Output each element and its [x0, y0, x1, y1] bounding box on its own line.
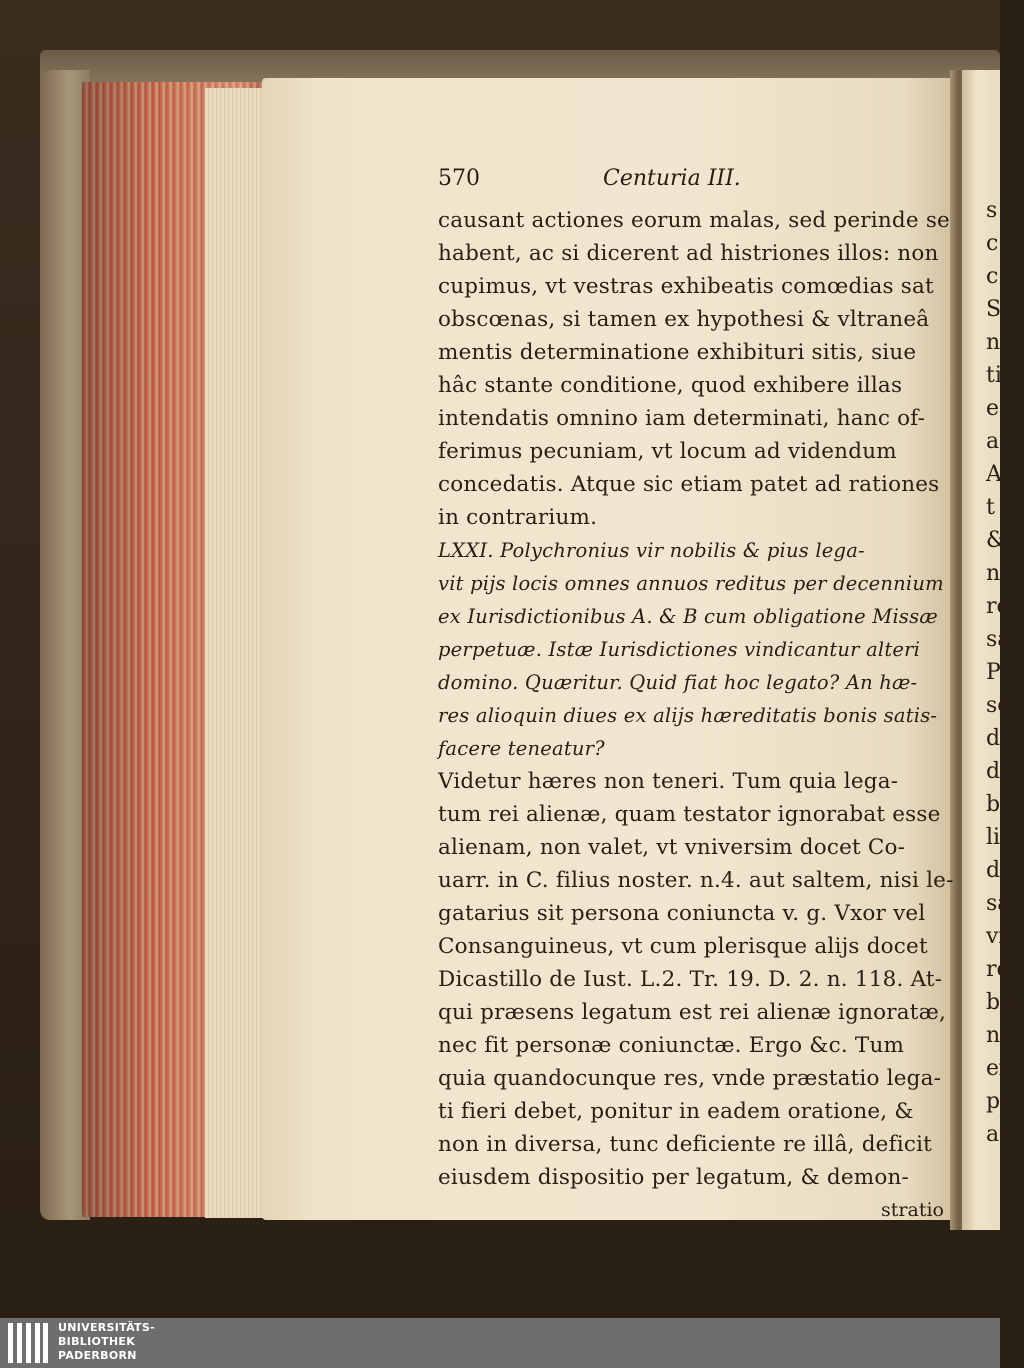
right-page-letter: s — [986, 198, 998, 223]
right-page-letter: be — [986, 990, 1014, 1015]
text-line: vit pijs locis omnes annuos reditus per decennium — [438, 572, 944, 595]
text-line: causant actiones eorum malas, sed perinde se — [438, 208, 950, 233]
right-page-letter: c — [986, 231, 999, 256]
text-line: mentis determinatione exhibituri sitis, siue — [438, 340, 917, 365]
right-page-letter: a — [986, 429, 1000, 454]
library-name — [58, 1321, 155, 1363]
right-page-letter: & — [986, 528, 1006, 553]
text-line: alienam, non valet, vt vniversim docet Co- — [438, 835, 906, 860]
library-name-line: UNIVERSITÄTS- — [58, 1321, 155, 1334]
right-page-letter: S — [986, 297, 1002, 322]
text-line: gatarius sit persona coniuncta v. g. Vxor vel — [438, 901, 926, 926]
right-page-letter: ni — [986, 1023, 1008, 1048]
text-line: LXXI. Polychronius vir nobilis & pius lega- — [438, 539, 865, 562]
right-page-letter: ti — [986, 363, 1002, 388]
text-line: habent, ac si dicerent ad histriones illos: non — [438, 241, 939, 266]
right-page-letter: sa — [986, 627, 1011, 652]
library-name-line: BIBLIOTHEK — [58, 1335, 136, 1348]
text-line: tum rei alienæ, quam testator ignorabat esse — [438, 802, 941, 827]
right-page-letter: re — [986, 957, 1010, 982]
page-number: 570 — [438, 166, 480, 191]
text-line: intendatis omnino iam determinati, hanc of- — [438, 406, 926, 431]
right-page-letter: pr — [986, 1089, 1011, 1114]
text-line: ex Iurisdictionibus A. & B cum obligatione Missæ — [438, 605, 938, 628]
text-line: cupimus, vt vestras exhibeatis comœdias sat — [438, 274, 934, 299]
right-page-letter: se — [986, 693, 1011, 718]
page-stack — [205, 88, 267, 1218]
right-page-letter: t — [986, 495, 995, 520]
text-line: in contrarium. — [438, 505, 598, 530]
library-name-line: PADERBORN — [58, 1349, 137, 1362]
right-page-fragment — [962, 70, 1014, 1230]
right-page-letter: li — [986, 825, 1001, 850]
right-page-letter: ex — [986, 1056, 1012, 1081]
text-line: eiusdem dispositio per legatum, & demon- — [438, 1165, 909, 1190]
text-line: ti fieri debet, ponitur in eadem oratione, & — [438, 1099, 914, 1124]
right-page-letter: e — [986, 396, 1000, 421]
catchword: stratio — [881, 1199, 944, 1221]
text-line: obscœnas, si tamen ex hypothesi & vltraneâ — [438, 307, 930, 332]
text-line: Dicastillo de Iust. L.2. Tr. 19. D. 2. n. 118. At- — [438, 967, 943, 992]
text-line: quia quandocunque res, vnde præstatio lega- — [438, 1066, 942, 1091]
text-line: perpetuæ. Istæ Iurisdictiones vindicantur alteri — [438, 638, 921, 661]
page-header — [438, 160, 958, 204]
body-text — [438, 204, 958, 1194]
text-line: Videtur hæres non teneri. Tum quia lega- — [438, 769, 899, 794]
text-line: res alioquin diues ex alijs hæreditatis bonis satis- — [438, 704, 938, 727]
right-page-letter: vi — [986, 924, 1006, 949]
right-page-letter: c — [986, 264, 999, 289]
running-head: Centuria III. — [603, 166, 741, 191]
right-page-letter: P — [986, 660, 1001, 685]
right-page-letter: b — [986, 792, 1001, 817]
text-line: non in diversa, tunc deficiente re illâ, deficit — [438, 1132, 932, 1157]
page-text — [438, 160, 958, 1227]
text-line: domino. Quæritur. Quid fiat hoc legato? An hæ- — [438, 671, 918, 694]
right-page-letter: ar — [986, 1122, 1010, 1147]
right-page-letter: n — [986, 330, 1001, 355]
right-page-letter: n — [986, 561, 1001, 586]
text-line: qui præsens legatum est rei alienæ ignoratæ, — [438, 1000, 947, 1025]
right-page-letter: d — [986, 759, 1001, 784]
text-line: Consanguineus, vt cum plerisque alijs docet — [438, 934, 928, 959]
library-footer — [0, 1318, 1000, 1368]
text-line: hâc stante conditione, quod exhibere illas — [438, 373, 903, 398]
text-line: uarr. in C. filius noster. n.4. aut saltem, nisi le- — [438, 868, 954, 893]
right-page-letter: d — [986, 858, 1001, 883]
text-line: concedatis. Atque sic etiam patet ad rationes — [438, 472, 940, 497]
text-line: nec fit personæ coniunctæ. Ergo &c. Tum — [438, 1033, 905, 1058]
text-line: facere teneatur? — [438, 737, 605, 760]
right-page-letter: sa — [986, 891, 1011, 916]
right-page-letter: d — [986, 726, 1001, 751]
text-line: ferimus pecuniam, vt locum ad videndum — [438, 439, 897, 464]
right-page-letter: re — [986, 594, 1010, 619]
right-page-letter: A — [986, 462, 1002, 487]
library-logo-icon — [8, 1323, 48, 1363]
